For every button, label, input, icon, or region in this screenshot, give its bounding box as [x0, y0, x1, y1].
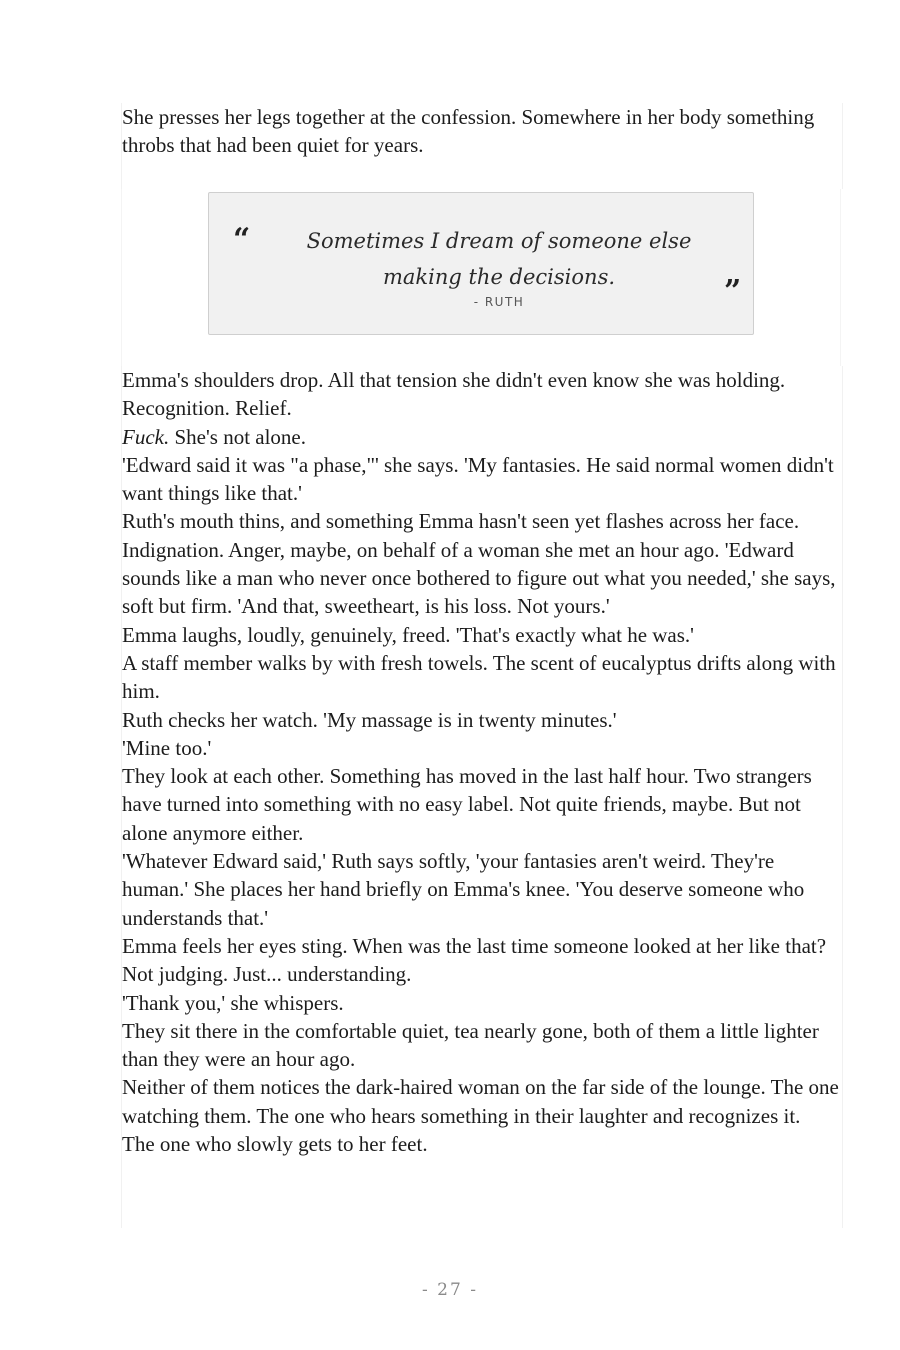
paragraph-text: Ruth checks her watch. 'My massage is in twenty minutes.' — [122, 707, 617, 732]
paragraph-text: She's not alone. — [169, 424, 307, 449]
story-paragraph — [122, 1017, 842, 1074]
page-number: - 27 - — [422, 1280, 478, 1300]
paragraph-text: Emma's shoulders drop. All that tension she didn't even know she was holding. Recognition. Relief. — [122, 368, 786, 421]
story-paragraph — [122, 649, 842, 706]
story-paragraph — [122, 706, 842, 734]
paragraph-text: Ruth's mouth thins, and something Emma hasn't seen yet flashes across her face. Indignation. Anger, maybe, on behalf of a woman she met an hour ago. 'Edward sounds like a man who never once bothered to figure out what you needed,' she says, soft but firm. 'And that, sweetheart, is his loss. Not yours.' — [122, 509, 836, 619]
story-paragraph — [122, 451, 842, 508]
story-paragraph — [122, 1130, 842, 1158]
paragraph-text: The one who slowly gets to her feet. — [122, 1132, 428, 1157]
paragraph-text: They look at each other. Something has moved in the last half hour. Two strangers have turned into something with no easy label. Not quite friends, maybe. But not alone anymore either. — [122, 764, 812, 845]
story-paragraph — [122, 621, 842, 649]
paragraph-text: 'Mine too.' — [122, 735, 212, 760]
paragraph-text: 'Edward said it was "a phase,"' she says. 'My fantasies. He said normal women didn't want things like that.' — [122, 452, 834, 506]
paragraph-text: Emma laughs, loudly, genuinely, freed. 'That's exactly what he was.' — [122, 622, 694, 647]
pull-quote-text: Sometimes I dream of someone else making the decisions. — [306, 229, 692, 289]
close-quote-icon: ” — [724, 274, 742, 309]
main-text-block — [121, 366, 843, 1228]
story-paragraph — [122, 366, 842, 423]
open-quote-icon: “ — [233, 222, 251, 257]
opening-text-block — [121, 103, 843, 189]
paragraph-text: 'Whatever Edward said,' Ruth says softly, 'your fantasies aren't weird. They're human.' She places her hand briefly on Emma's knee. 'You deserve someone who understands that.' — [122, 849, 805, 930]
paragraph-text: Neither of them notices the dark-haired woman on the far side of the lounge. The one watching them. The one who hears something in their laughter and recognizes it. — [122, 1075, 839, 1128]
story-paragraph — [122, 762, 842, 847]
story-paragraph — [122, 734, 842, 762]
paragraph-text: Emma feels her eyes sting. When was the last time someone looked at her like that? Not judging. Just... understanding. — [122, 933, 827, 987]
story-paragraph — [122, 989, 842, 1017]
paragraph-text: They sit there in the comfortable quiet, tea nearly gone, both of them a little lighter than they were an hour ago. — [122, 1018, 819, 1072]
story-paragraph — [122, 423, 842, 451]
pull-quote-box — [208, 192, 754, 335]
paragraph-text: 'Thank you,' she whispers. — [122, 990, 344, 1015]
emphasis-text: Fuck. — [122, 424, 170, 449]
story-paragraph — [122, 847, 842, 932]
story-paragraph — [122, 932, 842, 989]
opening-paragraph: She presses her legs together at the confession. Somewhere in her body something throbs that had been quiet for years. — [122, 105, 815, 158]
paragraph-text: A staff member walks by with fresh towels. The scent of eucalyptus drifts along with him. — [122, 650, 836, 704]
story-paragraph — [122, 507, 842, 620]
pull-quote-author: - RUTH — [473, 295, 525, 309]
story-paragraph — [122, 1073, 842, 1130]
